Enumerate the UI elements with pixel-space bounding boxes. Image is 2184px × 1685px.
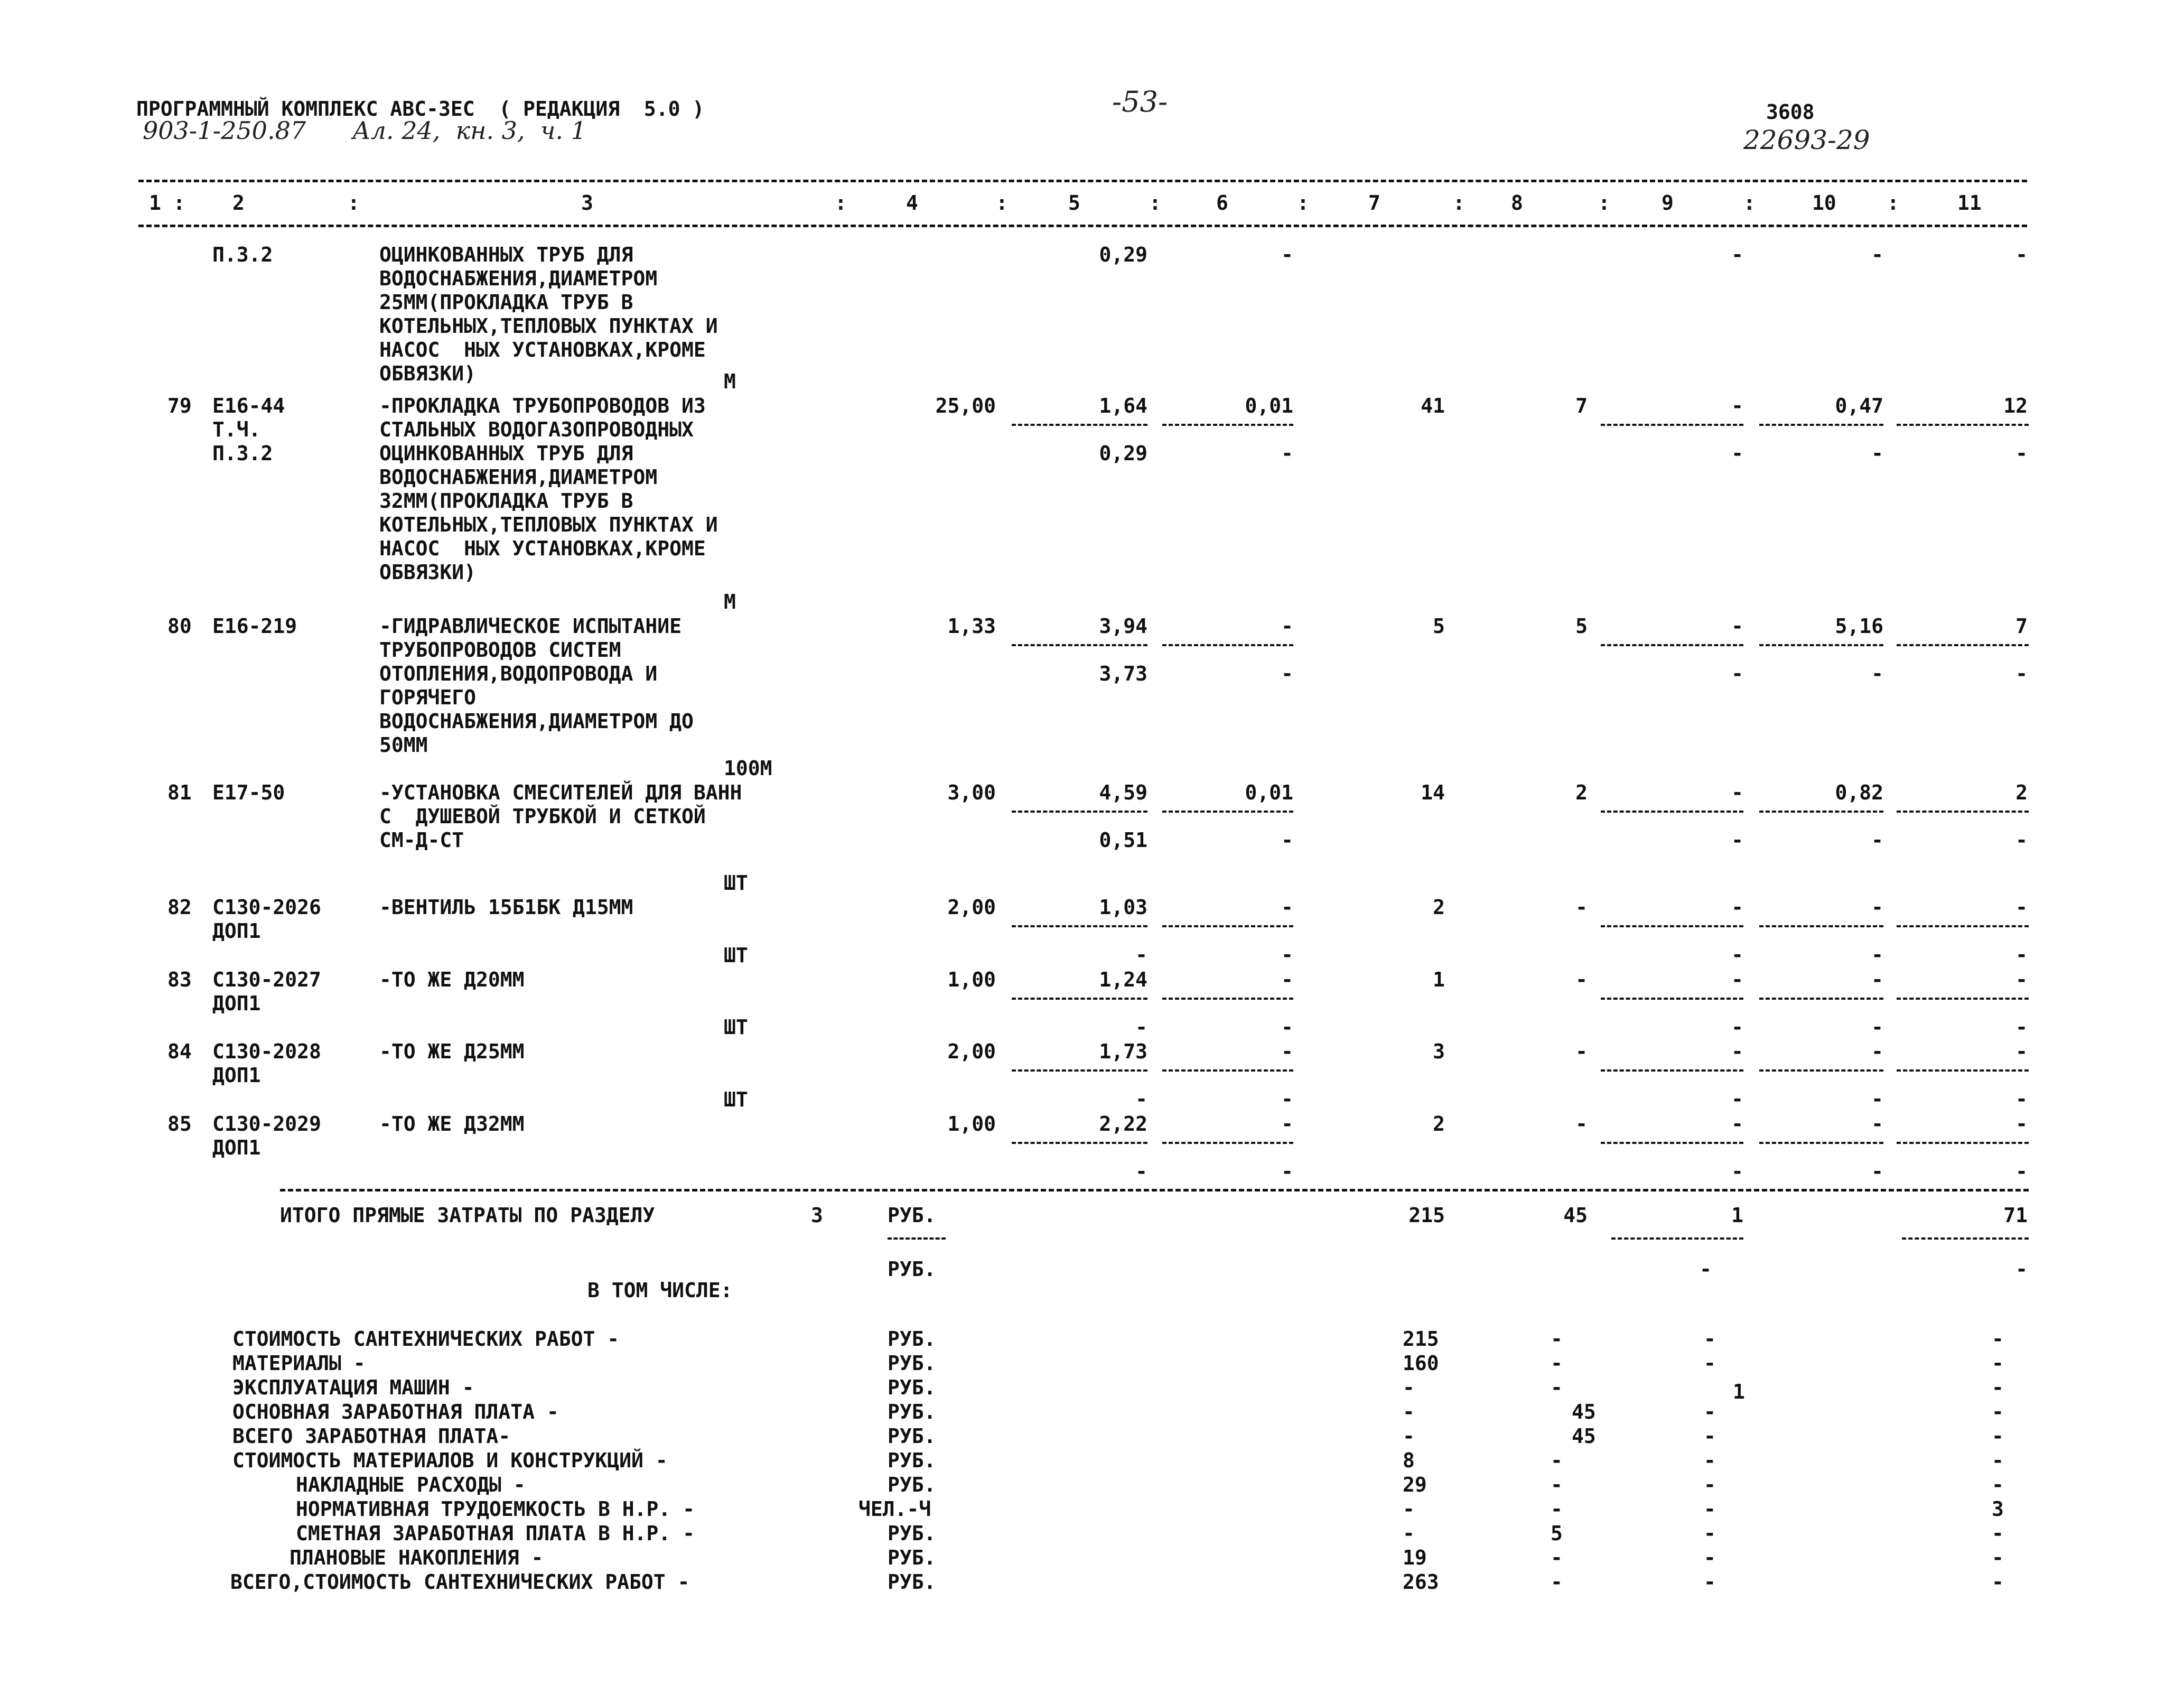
summary-col-9: - — [1704, 1449, 1716, 1472]
summary-unit: РУБ. — [888, 1522, 936, 1545]
work-description: -ВЕНТИЛЬ 15Б1БК Д15ММ — [379, 896, 633, 919]
summary-unit: ЧЕЛ.-Ч — [858, 1497, 931, 1521]
value-col-10: - — [1871, 1112, 1883, 1135]
norm-code: П.3.2 — [212, 243, 273, 266]
sub-value-col-11: - — [2015, 1016, 2028, 1039]
unit-of-measure: М — [724, 590, 736, 613]
sub-value-col-9: - — [1731, 243, 1743, 266]
summary-label: ВСЕГО ЗАРАБОТНАЯ ПЛАТА- — [232, 1425, 511, 1448]
value-col-7: 3 — [1433, 1040, 1445, 1063]
total-label: ИТОГО ПРЯМЫЕ ЗАТРАТЫ ПО РАЗДЕЛУ — [280, 1204, 655, 1227]
value-col-4: 3,00 — [947, 781, 996, 804]
column-header-cell: 5 — [1068, 191, 1080, 215]
total-sub-col-9: - — [1700, 1258, 1712, 1281]
column-header-cell: : — [1149, 191, 1161, 215]
sub-value-col-11: - — [2015, 828, 2028, 852]
sub-value-col-10: - — [1871, 442, 1883, 465]
norm-code: С130-2027 ДОП1 — [212, 968, 321, 1015]
row-number: 82 — [167, 896, 192, 919]
unit-of-measure: М — [724, 370, 736, 393]
separator-col-5 — [1012, 1142, 1147, 1144]
page-number: -53- — [1112, 85, 1168, 118]
total-separator-col-11 — [1902, 1237, 2029, 1240]
total-unit: РУБ. — [888, 1204, 936, 1227]
separator-col-11 — [1897, 1142, 2029, 1144]
sub-value-col-5: 0,29 — [1099, 442, 1147, 465]
value-col-6: 0,01 — [1245, 394, 1293, 417]
work-description: -ПРОКЛАДКА ТРУБОПРОВОДОВ ИЗ СТАЛЬНЫХ ВОДОГАЗОПРОВОДНЫХ ОЦИНКОВАННЫХ ТРУБ ДЛЯ ВОДОСНАБЖЕНИЯ,ДИАМЕТРОМ 32ММ(ПРОКЛАДКА ТРУБ В КОТЕЛЬНЫХ,ТЕПЛОВЫХ ПУНКТАХ И НАСОС НЫХ УСТАНОВКАХ,КРОМЕ ОБВЯЗКИ) — [379, 394, 718, 584]
column-header-cell: : — [1297, 191, 1309, 215]
separator-col-5 — [1012, 998, 1147, 1000]
value-col-8: - — [1575, 896, 1588, 919]
norm-code: Е16-219 — [212, 615, 297, 638]
summary-col-11: - — [1992, 1376, 2004, 1399]
value-col-8: 2 — [1575, 781, 1588, 804]
column-header-cell: : — [1887, 191, 1899, 215]
value-col-9: - — [1731, 968, 1743, 991]
value-col-10: 0,47 — [1835, 394, 1883, 417]
sub-value-col-11: - — [2015, 243, 2028, 266]
norm-code: С130-2026 ДОП1 — [212, 896, 321, 943]
value-col-11: - — [2015, 896, 2028, 919]
summary-col-7: 160 — [1403, 1352, 1439, 1375]
column-header-cell: 9 — [1662, 191, 1674, 215]
summary-col-9: - — [1704, 1570, 1716, 1594]
value-col-9: - — [1731, 896, 1743, 919]
value-col-4: 2,00 — [947, 896, 996, 919]
summary-unit: РУБ. — [888, 1376, 936, 1399]
value-col-4: 1,33 — [947, 615, 996, 638]
value-col-5: 4,59 — [1099, 781, 1147, 804]
separator-col-6 — [1162, 1142, 1293, 1144]
separator-col-9 — [1601, 811, 1743, 813]
summary-col-9: - — [1704, 1497, 1716, 1521]
sub-value-col-5: - — [1135, 1016, 1147, 1039]
column-header-cell: : — [1598, 191, 1610, 215]
summary-col-9: - — [1704, 1400, 1716, 1423]
including-label: В ТОМ ЧИСЛЕ: — [587, 1279, 733, 1302]
separator-col-6 — [1162, 925, 1293, 927]
summary-unit: РУБ. — [888, 1546, 936, 1569]
summary-col-11: - — [1992, 1546, 2004, 1569]
separator-col-6 — [1162, 424, 1293, 426]
norm-code: С130-2028 ДОП1 — [212, 1040, 321, 1087]
summary-unit: РУБ. — [888, 1449, 936, 1472]
summary-unit: РУБ. — [888, 1473, 936, 1496]
value-col-11: - — [2015, 1112, 2028, 1135]
sub-value-col-11: - — [2015, 442, 2028, 465]
summary-label: СТОИМОСТЬ САНТЕХНИЧЕСКИХ РАБОТ - — [232, 1327, 620, 1351]
header-rule-top — [138, 180, 2027, 182]
separator-col-9 — [1601, 998, 1743, 1000]
sub-value-col-6: - — [1281, 828, 1293, 852]
summary-unit: РУБ. — [888, 1425, 936, 1448]
summary-col-7: 263 — [1403, 1570, 1439, 1594]
summary-col-7: 19 — [1403, 1546, 1427, 1569]
summary-unit: РУБ. — [888, 1327, 936, 1351]
total-separator-col-9 — [1611, 1237, 1743, 1240]
summary-col-9: - — [1704, 1327, 1716, 1351]
norm-code: Е17-50 — [212, 781, 285, 804]
row-number: 80 — [167, 615, 192, 638]
unit-of-measure: ШТ — [724, 1016, 748, 1039]
separator-col-9 — [1601, 1069, 1743, 1072]
sub-value-col-11: - — [2015, 1160, 2028, 1183]
sub-value-col-5: - — [1135, 943, 1147, 966]
total-value-col-8: 45 — [1563, 1204, 1588, 1227]
unit-of-measure: ШТ — [724, 944, 748, 967]
value-col-11: 12 — [2003, 394, 2028, 417]
work-description: -ТО ЖЕ Д25ММ — [379, 1040, 525, 1063]
total-value-col-9: 1 — [1731, 1204, 1743, 1227]
summary-col-7: - — [1403, 1522, 1415, 1545]
row-number: 79 — [167, 394, 192, 417]
summary-unit: РУБ. — [888, 1352, 936, 1375]
separator-col-11 — [1897, 644, 2029, 646]
value-col-7: 41 — [1421, 394, 1445, 417]
work-description: ОЦИНКОВАННЫХ ТРУБ ДЛЯ ВОДОСНАБЖЕНИЯ,ДИАМЕТРОМ 25ММ(ПРОКЛАДКА ТРУБ В КОТЕЛЬНЫХ,ТЕПЛОВЫХ ПУНКТАХ И НАСОС НЫХ УСТАНОВКАХ,КРОМЕ ОБВЯЗКИ) — [379, 243, 718, 385]
value-col-6: - — [1281, 968, 1293, 991]
separator-col-5 — [1012, 925, 1147, 927]
row-number: 83 — [167, 968, 192, 991]
summary-label: СМЕТНАЯ ЗАРАБОТНАЯ ПЛАТА В Н.Р. - — [296, 1522, 695, 1545]
value-col-6: 0,01 — [1245, 781, 1293, 804]
separator-col-11 — [1897, 998, 2029, 1000]
separator-col-6 — [1162, 644, 1293, 646]
summary-label: НАКЛАДНЫЕ РАСХОДЫ - — [296, 1473, 526, 1496]
work-description: -УСТАНОВКА СМЕСИТЕЛЕЙ ДЛЯ ВАНН С ДУШЕВОЙ ТРУБКОЙ И СЕТКОЙ СМ-Д-СТ — [379, 781, 742, 852]
separator-col-9 — [1601, 1142, 1743, 1144]
value-col-4: 1,00 — [947, 968, 996, 991]
sub-value-col-6: - — [1281, 442, 1293, 465]
total-value-col-11: 71 — [2003, 1204, 2028, 1227]
separator-col-6 — [1162, 998, 1293, 1000]
summary-col-8: - — [1551, 1327, 1563, 1351]
total-sub-col-11: - — [2015, 1258, 2028, 1281]
sub-value-col-10: - — [1871, 1016, 1883, 1039]
value-col-4: 2,00 — [947, 1040, 996, 1063]
sub-value-col-6: - — [1281, 662, 1293, 685]
separator-col-11 — [1897, 925, 2029, 927]
value-col-9: - — [1731, 1040, 1743, 1063]
value-col-8: - — [1575, 1112, 1588, 1135]
value-col-7: 2 — [1433, 1112, 1445, 1135]
separator-col-10 — [1759, 1142, 1883, 1144]
sub-value-col-6: - — [1281, 943, 1293, 966]
summary-col-9: - — [1704, 1473, 1716, 1496]
summary-label: СТОИМОСТЬ МАТЕРИАЛОВ И КОНСТРУКЦИЙ - — [232, 1449, 668, 1472]
summary-col-11: - — [1992, 1400, 2004, 1423]
value-col-7: 14 — [1421, 781, 1445, 804]
value-col-8: - — [1575, 1040, 1588, 1063]
sub-value-col-9: - — [1731, 442, 1743, 465]
column-header-cell: 8 — [1511, 191, 1523, 215]
separator-col-5 — [1012, 811, 1147, 813]
unit-of-measure: 100М — [724, 757, 772, 780]
summary-col-11: - — [1992, 1473, 2004, 1496]
header-rule-bottom — [138, 225, 2027, 227]
summary-label: ЭКСПЛУАТАЦИЯ МАШИН - — [232, 1376, 474, 1399]
sub-value-col-9: - — [1731, 1016, 1743, 1039]
summary-col-7: - — [1403, 1400, 1415, 1423]
sub-value-col-9: - — [1731, 1087, 1743, 1111]
summary-col-10: 1 — [1733, 1380, 1745, 1403]
sub-value-col-9: - — [1731, 828, 1743, 852]
value-col-10: - — [1871, 896, 1883, 919]
sub-value-col-10: - — [1871, 662, 1883, 685]
summary-col-8: - — [1551, 1376, 1563, 1399]
value-col-5: 1,73 — [1099, 1040, 1147, 1063]
value-col-10: - — [1871, 968, 1883, 991]
total-section: 3 — [811, 1204, 823, 1227]
separator-col-10 — [1759, 811, 1883, 813]
sub-value-col-11: - — [2015, 943, 2028, 966]
sub-value-col-5: - — [1135, 1087, 1147, 1111]
value-col-4: 25,00 — [935, 394, 996, 417]
separator-col-6 — [1162, 811, 1293, 813]
summary-col-8: 45 — [1572, 1400, 1596, 1423]
separator-col-10 — [1759, 644, 1883, 646]
work-description: -ТО ЖЕ Д20ММ — [379, 968, 525, 991]
norm-code: С130-2029 ДОП1 — [212, 1112, 321, 1159]
sub-value-col-6: - — [1281, 1087, 1293, 1111]
column-header-cell: 10 — [1812, 191, 1836, 215]
value-col-7: 5 — [1433, 615, 1445, 638]
unit-of-measure: ШТ — [724, 871, 748, 895]
summary-label: ОСНОВНАЯ ЗАРАБОТНАЯ ПЛАТА - — [232, 1400, 559, 1423]
separator-col-10 — [1759, 925, 1883, 927]
column-header-cell: : — [1743, 191, 1756, 215]
summary-unit: РУБ. — [888, 1570, 936, 1594]
value-col-8: 5 — [1575, 615, 1588, 638]
sub-value-col-6: - — [1281, 243, 1293, 266]
column-header-cell: 3 — [581, 191, 593, 215]
sub-value-col-10: - — [1871, 943, 1883, 966]
value-col-5: 3,94 — [1099, 615, 1147, 638]
column-header-cell: : — [348, 191, 360, 215]
sub-value-col-11: - — [2015, 662, 2028, 685]
work-description: -ТО ЖЕ Д32ММ — [379, 1112, 525, 1135]
column-header-cell: 11 — [1957, 191, 1982, 215]
norm-code: Е16-44 Т.Ч. П.3.2 — [212, 394, 285, 465]
separator-col-5 — [1012, 1069, 1147, 1072]
column-header-cell: 2 — [232, 191, 245, 215]
summary-label: МАТЕРИАЛЫ - — [232, 1352, 366, 1375]
summary-col-8: - — [1551, 1352, 1563, 1375]
column-header-cell: : — [1453, 191, 1465, 215]
value-col-9: - — [1731, 615, 1743, 638]
value-col-7: 1 — [1433, 968, 1445, 991]
summary-col-11: - — [1992, 1449, 2004, 1472]
summary-col-11: - — [1992, 1570, 2004, 1594]
sub-value-col-5: 0,51 — [1099, 828, 1147, 852]
value-col-11: - — [2015, 1040, 2028, 1063]
row-number: 85 — [167, 1112, 192, 1135]
separator-col-9 — [1601, 424, 1743, 426]
work-description: -ГИДРАВЛИЧЕСКОЕ ИСПЫТАНИЕ ТРУБОПРОВОДОВ СИСТЕМ ОТОПЛЕНИЯ,ВОДОПРОВОДА И ГОРЯЧЕГО ВОДОСНАБЖЕНИЯ,ДИАМЕТРОМ ДО 50ММ — [379, 615, 694, 757]
column-header-cell: 6 — [1216, 191, 1228, 215]
value-col-8: - — [1575, 968, 1588, 991]
sub-value-col-10: - — [1871, 828, 1883, 852]
value-col-5: 1,03 — [1099, 896, 1147, 919]
total-rule — [280, 1189, 2029, 1191]
sub-value-col-5: 3,73 — [1099, 662, 1147, 685]
sub-value-col-10: - — [1871, 1160, 1883, 1183]
summary-col-11: - — [1992, 1522, 2004, 1545]
separator-col-5 — [1012, 424, 1147, 426]
total-value-col-7: 215 — [1408, 1204, 1445, 1227]
value-col-11: 7 — [2015, 615, 2028, 638]
sub-value-col-9: - — [1731, 1160, 1743, 1183]
summary-col-7: - — [1403, 1425, 1415, 1448]
summary-col-7: - — [1403, 1376, 1415, 1399]
row-number: 81 — [167, 781, 192, 804]
separator-col-9 — [1601, 644, 1743, 646]
summary-col-9: - — [1704, 1352, 1716, 1375]
summary-col-11: 3 — [1992, 1497, 2004, 1521]
column-header-cell: 4 — [906, 191, 918, 215]
total-unit-2: РУБ. — [888, 1258, 936, 1281]
value-col-9: - — [1731, 394, 1743, 417]
separator-col-9 — [1601, 925, 1743, 927]
value-col-5: 2,22 — [1099, 1112, 1147, 1135]
summary-col-8: - — [1551, 1449, 1563, 1472]
summary-col-7: 215 — [1403, 1327, 1439, 1351]
summary-label: ПЛАНОВЫЕ НАКОПЛЕНИЯ - — [290, 1546, 544, 1569]
summary-col-8: - — [1551, 1473, 1563, 1496]
separator-col-10 — [1759, 1069, 1883, 1072]
summary-col-7: 8 — [1403, 1449, 1415, 1472]
sub-value-col-10: - — [1871, 1087, 1883, 1111]
document-number: 3608 — [1766, 100, 1815, 124]
sub-value-col-6: - — [1281, 1160, 1293, 1183]
value-col-11: - — [2015, 968, 2028, 991]
separator-col-6 — [1162, 1069, 1293, 1072]
value-col-8: 7 — [1575, 394, 1588, 417]
separator-col-5 — [1012, 644, 1147, 646]
sub-value-col-5: 0,29 — [1099, 243, 1147, 266]
summary-col-9: - — [1704, 1522, 1716, 1545]
value-col-10: - — [1871, 1040, 1883, 1063]
summary-col-8: - — [1551, 1546, 1563, 1569]
value-col-10: 0,82 — [1835, 781, 1883, 804]
value-col-5: 1,24 — [1099, 968, 1147, 991]
sub-value-col-9: - — [1731, 662, 1743, 685]
value-col-6: - — [1281, 615, 1293, 638]
value-col-7: 2 — [1433, 896, 1445, 919]
column-header-cell: 1 : — [149, 191, 185, 215]
separator-col-10 — [1759, 424, 1883, 426]
sub-value-col-11: - — [2015, 1087, 2028, 1111]
summary-col-7: 29 — [1403, 1473, 1427, 1496]
handwritten-reference-right: 22693-29 — [1743, 125, 1870, 155]
value-col-10: 5,16 — [1835, 615, 1883, 638]
value-col-9: - — [1731, 781, 1743, 804]
sub-value-col-6: - — [1281, 1016, 1293, 1039]
summary-col-9: - — [1704, 1546, 1716, 1569]
summary-col-11: - — [1992, 1327, 2004, 1351]
value-col-11: 2 — [2015, 781, 2028, 804]
row-number: 84 — [167, 1040, 192, 1063]
value-col-4: 1,00 — [947, 1112, 996, 1135]
summary-col-7: - — [1403, 1497, 1415, 1521]
value-col-6: - — [1281, 1040, 1293, 1063]
program-header: ПРОГРАММНЫЙ КОМПЛЕКС АВС-3ЕС ( РЕДАКЦИЯ 5.0 ) — [136, 97, 705, 120]
summary-col-9: - — [1704, 1425, 1716, 1448]
column-header-cell: : — [996, 191, 1008, 215]
unit-of-measure: ШТ — [724, 1088, 748, 1111]
summary-label: ВСЕГО,СТОИМОСТЬ САНТЕХНИЧЕСКИХ РАБОТ - — [230, 1570, 690, 1594]
column-header-cell: 7 — [1368, 191, 1380, 215]
summary-label: НОРМАТИВНАЯ ТРУДОЕМКОСТЬ В Н.Р. - — [296, 1497, 695, 1521]
value-col-9: - — [1731, 1112, 1743, 1135]
summary-col-8: 45 — [1572, 1425, 1596, 1448]
separator-col-11 — [1897, 424, 2029, 426]
value-col-6: - — [1281, 1112, 1293, 1135]
summary-col-11: - — [1992, 1425, 2004, 1448]
summary-col-8: 5 — [1551, 1522, 1563, 1545]
separator-col-11 — [1897, 811, 2029, 813]
value-col-6: - — [1281, 896, 1293, 919]
column-header-cell: : — [835, 191, 847, 215]
sub-value-col-9: - — [1731, 943, 1743, 966]
total-separator-unit — [888, 1237, 946, 1240]
sub-value-col-5: - — [1135, 1160, 1147, 1183]
separator-col-11 — [1897, 1069, 2029, 1072]
handwritten-reference-left: 903-1-250.87 Ал. 24, кн. 3, ч. 1 — [143, 116, 586, 145]
summary-col-8: - — [1551, 1497, 1563, 1521]
sub-value-col-10: - — [1871, 243, 1883, 266]
value-col-5: 1,64 — [1099, 394, 1147, 417]
summary-unit: РУБ. — [888, 1400, 936, 1423]
separator-col-10 — [1759, 998, 1883, 1000]
summary-col-11: - — [1992, 1352, 2004, 1375]
summary-col-8: - — [1551, 1570, 1563, 1594]
